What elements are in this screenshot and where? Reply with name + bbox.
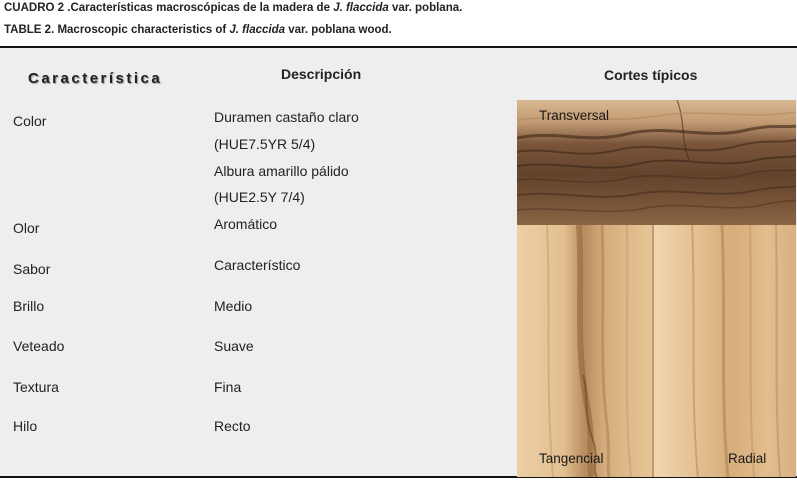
radial-wood-photo [652, 225, 796, 477]
desc-brillo: Medio [214, 298, 253, 314]
desc-olor: Aromático [214, 216, 278, 232]
desc-color-albura-hue: (HUE2.5Y 7/4) [214, 189, 305, 205]
caption-es-species: J. flaccida [333, 2, 389, 14]
caption-es-prefix: CUADRO 2 .Características macroscópicas de la madera de [4, 2, 334, 14]
header-descripcion: Descripción [281, 66, 362, 82]
row-label-veteado: Veteado [13, 338, 65, 354]
row-label-color: Color [13, 113, 47, 129]
desc-color-duramen: Duramen castaño claro [214, 109, 359, 125]
tangential-wood-photo [517, 225, 652, 477]
desc-veteado: Suave [214, 338, 254, 354]
desc-hilo: Recto [214, 418, 251, 434]
caption-spanish [4, 2, 462, 14]
caption-es-suffix: var. poblana. [388, 2, 463, 14]
row-label-olor: Olor [13, 220, 40, 236]
row-label-textura: Textura [13, 379, 59, 395]
transversal-wood-photo [517, 100, 796, 225]
desc-color-duramen-hue: (HUE7.5YR 5/4) [214, 136, 316, 152]
label-tangencial: Tangencial [539, 451, 604, 466]
desc-color-albura: Albura amarillo pálido [214, 163, 349, 179]
desc-textura: Fina [214, 379, 242, 395]
label-transversal: Transversal [539, 108, 610, 123]
row-label-hilo: Hilo [13, 418, 38, 434]
caption-english [4, 24, 392, 36]
caption-en-prefix: TABLE 2. Macroscopic characteristics of [4, 24, 230, 36]
row-label-sabor: Sabor [13, 261, 51, 277]
row-label-brillo: Brillo [13, 298, 45, 314]
label-radial: Radial [728, 451, 767, 466]
caption-en-species: J. flaccida [229, 24, 286, 36]
header-caracteristica: Característica [28, 70, 163, 87]
caption-en-suffix: var. poblana wood. [285, 24, 392, 36]
desc-sabor: Característico [214, 257, 301, 273]
characteristics-table [0, 46, 797, 478]
header-cortes-tipicos: Cortes típicos [604, 67, 698, 83]
